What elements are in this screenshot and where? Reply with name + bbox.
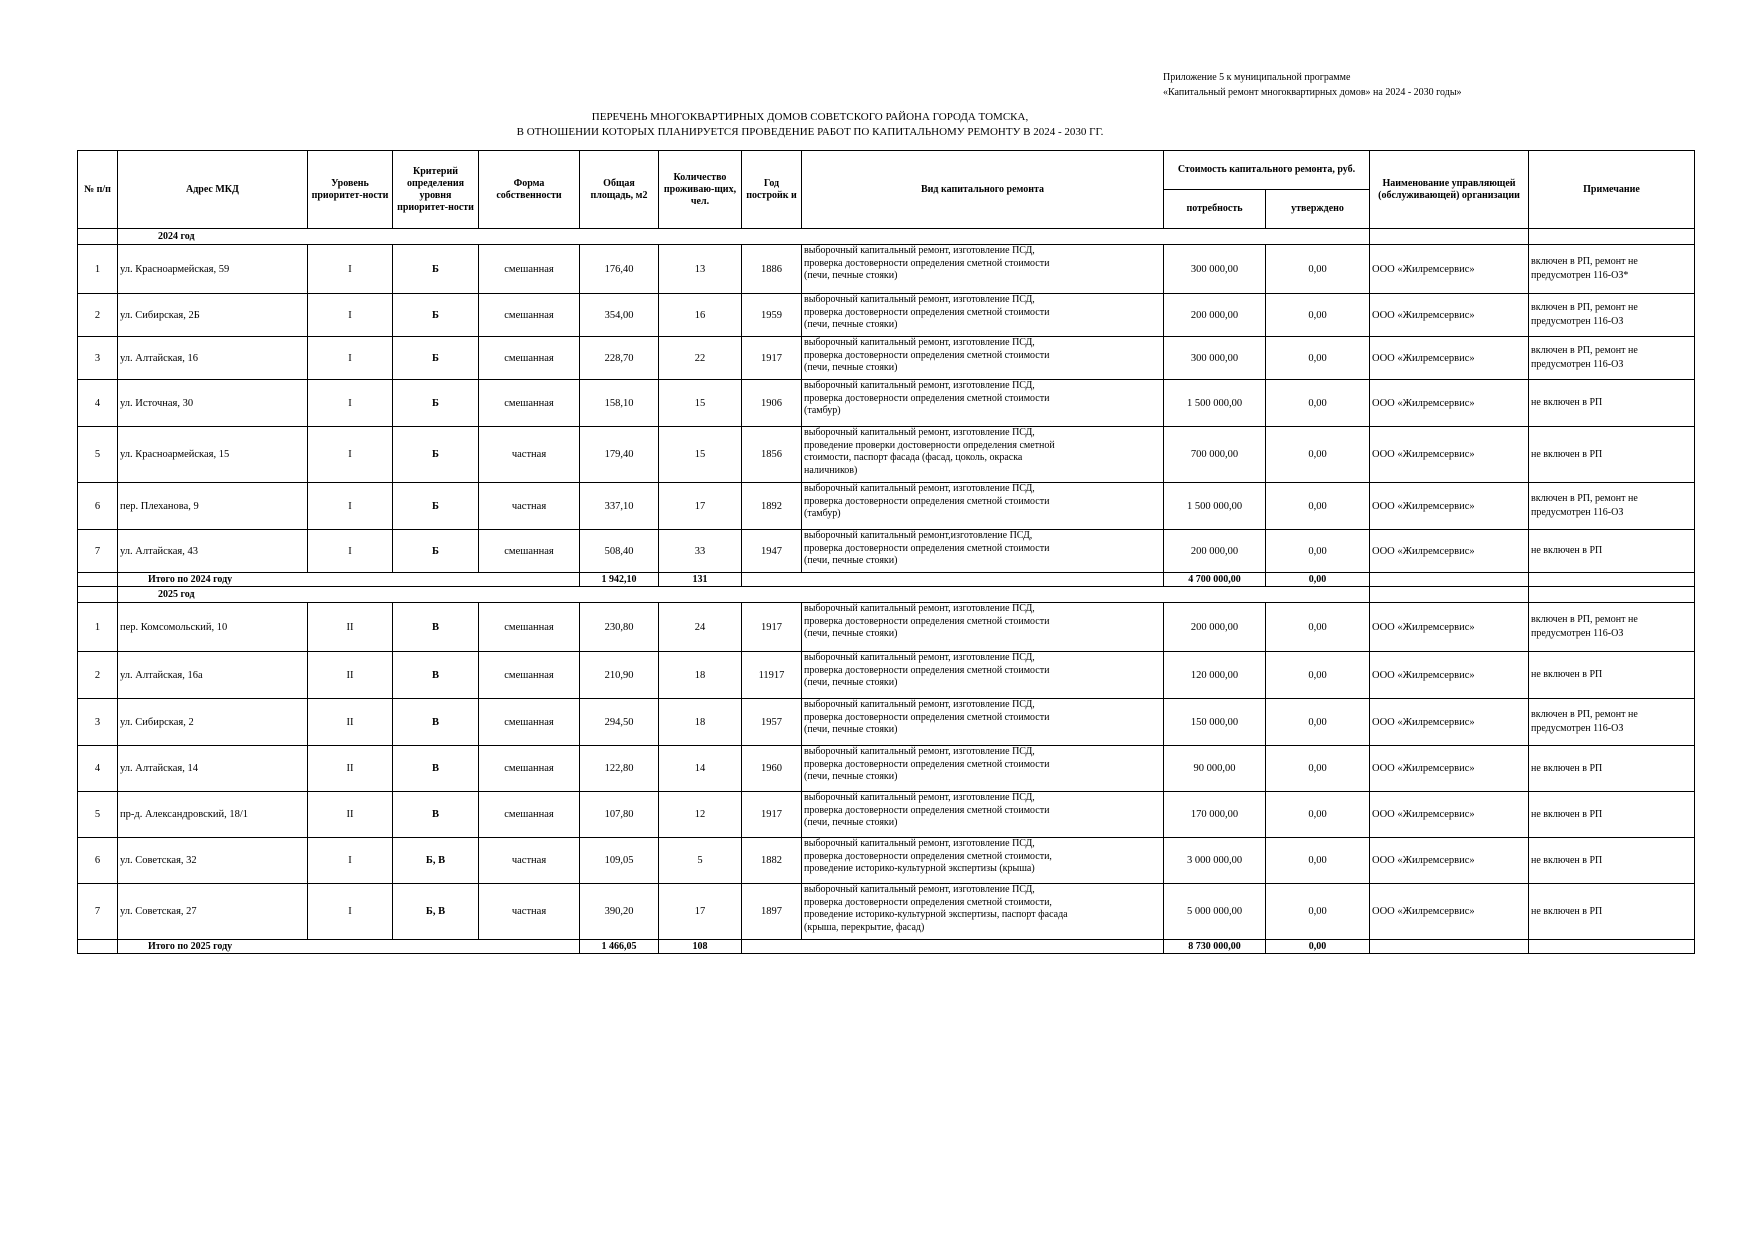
table-row bbox=[78, 380, 1695, 427]
year-section-label: 2025 год bbox=[118, 587, 1370, 603]
row-num-cell: 6 bbox=[78, 838, 118, 884]
address-cell: ул. Сибирская, 2 bbox=[118, 699, 308, 746]
note-cell: не включен в РП bbox=[1529, 380, 1695, 427]
management-org-cell: ООО «Жилремсервис» bbox=[1370, 792, 1529, 838]
ownership-cell: частная bbox=[479, 427, 580, 483]
cost-need-cell: 200 000,00 bbox=[1164, 530, 1266, 573]
note-cell: включен в РП, ремонт не предусмотрен 116-ОЗ bbox=[1529, 699, 1695, 746]
repair-type-cell: выборочный капитальный ремонт, изготовление ПСД, проверка достоверности определения сметной стоимости (печи, печные стояки) bbox=[802, 792, 1164, 838]
header-approved: утверждено bbox=[1266, 190, 1370, 229]
area-cell: 354,00 bbox=[580, 294, 659, 337]
cost-approved-cell: 0,00 bbox=[1266, 337, 1370, 380]
residents-cell: 15 bbox=[659, 380, 742, 427]
table-row bbox=[78, 792, 1695, 838]
criterion-cell: Б bbox=[393, 294, 479, 337]
note-cell: включен в РП, ремонт не предусмотрен 116-ОЗ* bbox=[1529, 245, 1695, 294]
cost-need-cell: 300 000,00 bbox=[1164, 245, 1266, 294]
total-area: 1 466,05 bbox=[580, 940, 659, 954]
management-org-cell: ООО «Жилремсервис» bbox=[1370, 380, 1529, 427]
cost-approved-cell: 0,00 bbox=[1266, 652, 1370, 699]
criterion-cell: Б bbox=[393, 337, 479, 380]
address-cell: ул. Сибирская, 2Б bbox=[118, 294, 308, 337]
total-need: 8 730 000,00 bbox=[1164, 940, 1266, 954]
row-num-cell: 2 bbox=[78, 652, 118, 699]
total-row bbox=[78, 940, 1695, 954]
year-built-cell: 1959 bbox=[742, 294, 802, 337]
management-org-cell: ООО «Жилремсервис» bbox=[1370, 884, 1529, 940]
row-num-cell: 3 bbox=[78, 337, 118, 380]
area-cell: 210,90 bbox=[580, 652, 659, 699]
address-cell: пер. Плеханова, 9 bbox=[118, 483, 308, 530]
total-area: 1 942,10 bbox=[580, 573, 659, 587]
repair-type-cell: выборочный капитальный ремонт, изготовление ПСД, проверка достоверности определения сметной стоимости (тамбур) bbox=[802, 483, 1164, 530]
note-cell: не включен в РП bbox=[1529, 746, 1695, 792]
management-org-cell: ООО «Жилремсервис» bbox=[1370, 294, 1529, 337]
note-cell: не включен в РП bbox=[1529, 884, 1695, 940]
criterion-cell: Б bbox=[393, 245, 479, 294]
total-approved: 0,00 bbox=[1266, 573, 1370, 587]
year-built-cell: 1856 bbox=[742, 427, 802, 483]
header-note: Примечание bbox=[1529, 151, 1695, 229]
table-row bbox=[78, 245, 1695, 294]
year-built-cell: 1960 bbox=[742, 746, 802, 792]
management-org-cell: ООО «Жилремсервис» bbox=[1370, 746, 1529, 792]
total-residents: 131 bbox=[659, 573, 742, 587]
header-num: № п/п bbox=[78, 151, 118, 229]
ownership-cell: смешанная bbox=[479, 746, 580, 792]
row-num-cell: 6 bbox=[78, 483, 118, 530]
year-section-org-cell bbox=[1370, 587, 1529, 603]
criterion-cell: Б, В bbox=[393, 884, 479, 940]
row-num-cell: 7 bbox=[78, 530, 118, 573]
ownership-cell: смешанная bbox=[479, 380, 580, 427]
cost-need-cell: 700 000,00 bbox=[1164, 427, 1266, 483]
residents-cell: 18 bbox=[659, 652, 742, 699]
cost-need-cell: 1 500 000,00 bbox=[1164, 380, 1266, 427]
total-row bbox=[78, 573, 1695, 587]
appendix-line-2: «Капитальный ремонт многоквартирных домов» на 2024 - 2030 годы» bbox=[1163, 87, 1462, 98]
priority-cell: II bbox=[308, 792, 393, 838]
area-cell: 109,05 bbox=[580, 838, 659, 884]
criterion-cell: Б bbox=[393, 380, 479, 427]
total-residents: 108 bbox=[659, 940, 742, 954]
table-row bbox=[78, 483, 1695, 530]
area-cell: 107,80 bbox=[580, 792, 659, 838]
address-cell: ул. Алтайская, 43 bbox=[118, 530, 308, 573]
criterion-cell: Б bbox=[393, 530, 479, 573]
table-row bbox=[78, 884, 1695, 940]
ownership-cell: смешанная bbox=[479, 603, 580, 652]
criterion-cell: Б, В bbox=[393, 838, 479, 884]
cost-approved-cell: 0,00 bbox=[1266, 699, 1370, 746]
cost-approved-cell: 0,00 bbox=[1266, 746, 1370, 792]
total-spacer-cell bbox=[742, 573, 1164, 587]
priority-cell: I bbox=[308, 294, 393, 337]
header-work: Вид капитального ремонта bbox=[802, 151, 1164, 229]
row-num-cell: 1 bbox=[78, 603, 118, 652]
note-cell: не включен в РП bbox=[1529, 530, 1695, 573]
note-cell: включен в РП, ремонт не предусмотрен 116-ОЗ bbox=[1529, 337, 1695, 380]
address-cell: ул. Алтайская, 14 bbox=[118, 746, 308, 792]
criterion-cell: Б bbox=[393, 427, 479, 483]
ownership-cell: частная bbox=[479, 884, 580, 940]
year-built-cell: 11917 bbox=[742, 652, 802, 699]
cost-need-cell: 200 000,00 bbox=[1164, 294, 1266, 337]
criterion-cell: В bbox=[393, 699, 479, 746]
table-body bbox=[78, 229, 1695, 954]
row-num-cell: 2 bbox=[78, 294, 118, 337]
priority-cell: I bbox=[308, 245, 393, 294]
area-cell: 228,70 bbox=[580, 337, 659, 380]
header-year: Год постройк и bbox=[742, 151, 802, 229]
cost-approved-cell: 0,00 bbox=[1266, 483, 1370, 530]
management-org-cell: ООО «Жилремсервис» bbox=[1370, 483, 1529, 530]
cost-approved-cell: 0,00 bbox=[1266, 792, 1370, 838]
total-num-cell bbox=[78, 940, 118, 954]
header-org: Наименование управляющей (обслуживающей) организации bbox=[1370, 151, 1529, 229]
ownership-cell: смешанная bbox=[479, 699, 580, 746]
management-org-cell: ООО «Жилремсервис» bbox=[1370, 603, 1529, 652]
cost-approved-cell: 0,00 bbox=[1266, 838, 1370, 884]
ownership-cell: частная bbox=[479, 838, 580, 884]
cost-approved-cell: 0,00 bbox=[1266, 603, 1370, 652]
repair-type-cell: выборочный капитальный ремонт, изготовление ПСД, проверка достоверности определения сметной стоимости (печи, печные стояки) bbox=[802, 746, 1164, 792]
header-area: Общая площадь, м2 bbox=[580, 151, 659, 229]
total-note-cell bbox=[1529, 573, 1695, 587]
address-cell: пр-д. Александровский, 18/1 bbox=[118, 792, 308, 838]
priority-cell: I bbox=[308, 380, 393, 427]
year-section-row bbox=[78, 587, 1695, 603]
area-cell: 176,40 bbox=[580, 245, 659, 294]
appendix-note bbox=[1163, 70, 1462, 100]
year-section-note-cell bbox=[1529, 229, 1695, 245]
management-org-cell: ООО «Жилремсервис» bbox=[1370, 699, 1529, 746]
title-line-1: ПЕРЕЧЕНЬ МНОГОКВАРТИРНЫХ ДОМОВ СОВЕТСКОГО РАЙОНА ГОРОДА ТОМСКА, bbox=[591, 111, 1029, 123]
repair-type-cell: выборочный капитальный ремонт, изготовление ПСД, проверка достоверности определения сметной стоимости, проведение историко-культурной экспертизы, паспорт фасада (крыша, перекрытие, фасад) bbox=[802, 884, 1164, 940]
header-criterion: Критерий определения уровня приоритет-ности bbox=[393, 151, 479, 229]
address-cell: ул. Источная, 30 bbox=[118, 380, 308, 427]
ownership-cell: смешанная bbox=[479, 530, 580, 573]
ownership-cell: смешанная bbox=[479, 792, 580, 838]
row-num-cell: 5 bbox=[78, 427, 118, 483]
year-built-cell: 1957 bbox=[742, 699, 802, 746]
table-row bbox=[78, 838, 1695, 884]
address-cell: ул. Советская, 27 bbox=[118, 884, 308, 940]
cost-need-cell: 5 000 000,00 bbox=[1164, 884, 1266, 940]
cost-approved-cell: 0,00 bbox=[1266, 530, 1370, 573]
table-row bbox=[78, 652, 1695, 699]
cost-need-cell: 300 000,00 bbox=[1164, 337, 1266, 380]
total-need: 4 700 000,00 bbox=[1164, 573, 1266, 587]
total-label: Итого по 2025 году bbox=[118, 940, 580, 954]
repair-type-cell: выборочный капитальный ремонт, изготовление ПСД, проверка достоверности определения сметной стоимости (печи, печные стояки) bbox=[802, 337, 1164, 380]
priority-cell: I bbox=[308, 884, 393, 940]
year-section-num-cell bbox=[78, 229, 118, 245]
address-cell: пер. Комсомольский, 10 bbox=[118, 603, 308, 652]
row-num-cell: 4 bbox=[78, 746, 118, 792]
residents-cell: 22 bbox=[659, 337, 742, 380]
management-org-cell: ООО «Жилремсервис» bbox=[1370, 838, 1529, 884]
criterion-cell: В bbox=[393, 652, 479, 699]
management-org-cell: ООО «Жилремсервис» bbox=[1370, 530, 1529, 573]
total-label: Итого по 2024 году bbox=[118, 573, 580, 587]
table-row bbox=[78, 427, 1695, 483]
note-cell: не включен в РП bbox=[1529, 838, 1695, 884]
criterion-cell: В bbox=[393, 746, 479, 792]
management-org-cell: ООО «Жилремсервис» bbox=[1370, 427, 1529, 483]
management-org-cell: ООО «Жилремсервис» bbox=[1370, 652, 1529, 699]
cost-need-cell: 1 500 000,00 bbox=[1164, 483, 1266, 530]
area-cell: 337,10 bbox=[580, 483, 659, 530]
management-org-cell: ООО «Жилремсервис» bbox=[1370, 245, 1529, 294]
table-row bbox=[78, 294, 1695, 337]
note-cell: не включен в РП bbox=[1529, 792, 1695, 838]
table-row bbox=[78, 337, 1695, 380]
repair-type-cell: выборочный капитальный ремонт, изготовление ПСД, проверка достоверности определения сметной стоимости (печи, печные стояки) bbox=[802, 652, 1164, 699]
year-section-org-cell bbox=[1370, 229, 1529, 245]
ownership-cell: смешанная bbox=[479, 245, 580, 294]
residents-cell: 33 bbox=[659, 530, 742, 573]
total-approved: 0,00 bbox=[1266, 940, 1370, 954]
note-cell: включен в РП, ремонт не предусмотрен 116-ОЗ bbox=[1529, 483, 1695, 530]
row-num-cell: 1 bbox=[78, 245, 118, 294]
table-row bbox=[78, 603, 1695, 652]
year-built-cell: 1897 bbox=[742, 884, 802, 940]
address-cell: ул. Алтайская, 16а bbox=[118, 652, 308, 699]
cost-need-cell: 150 000,00 bbox=[1164, 699, 1266, 746]
year-built-cell: 1882 bbox=[742, 838, 802, 884]
residents-cell: 15 bbox=[659, 427, 742, 483]
cost-approved-cell: 0,00 bbox=[1266, 245, 1370, 294]
residents-cell: 17 bbox=[659, 884, 742, 940]
note-cell: включен в РП, ремонт не предусмотрен 116-ОЗ bbox=[1529, 294, 1695, 337]
repair-type-cell: выборочный капитальный ремонт, изготовление ПСД, проверка достоверности определения сметной стоимости (печи, печные стояки) bbox=[802, 699, 1164, 746]
appendix-line-1: Приложение 5 к муниципальной программе bbox=[1163, 72, 1351, 83]
year-built-cell: 1917 bbox=[742, 337, 802, 380]
priority-cell: I bbox=[308, 337, 393, 380]
priority-cell: I bbox=[308, 483, 393, 530]
residents-cell: 17 bbox=[659, 483, 742, 530]
ownership-cell: частная bbox=[479, 483, 580, 530]
header-need: потребность bbox=[1164, 190, 1266, 229]
table-row bbox=[78, 746, 1695, 792]
criterion-cell: В bbox=[393, 792, 479, 838]
year-section-row bbox=[78, 229, 1695, 245]
address-cell: ул. Красноармейская, 15 bbox=[118, 427, 308, 483]
area-cell: 158,10 bbox=[580, 380, 659, 427]
row-num-cell: 4 bbox=[78, 380, 118, 427]
header-residents: Количество проживаю-щих, чел. bbox=[659, 151, 742, 229]
area-cell: 390,20 bbox=[580, 884, 659, 940]
row-num-cell: 5 bbox=[78, 792, 118, 838]
cost-approved-cell: 0,00 bbox=[1266, 427, 1370, 483]
header-ownership: Форма собственности bbox=[479, 151, 580, 229]
priority-cell: II bbox=[308, 746, 393, 792]
year-built-cell: 1886 bbox=[742, 245, 802, 294]
header-priority: Уровень приоритет-ности bbox=[308, 151, 393, 229]
total-org-cell bbox=[1370, 940, 1529, 954]
priority-cell: I bbox=[308, 838, 393, 884]
row-num-cell: 3 bbox=[78, 699, 118, 746]
total-org-cell bbox=[1370, 573, 1529, 587]
repair-type-cell: выборочный капитальный ремонт, изготовление ПСД, проверка достоверности определения сметной стоимости (печи, печные стояки) bbox=[802, 294, 1164, 337]
total-note-cell bbox=[1529, 940, 1695, 954]
residents-cell: 12 bbox=[659, 792, 742, 838]
table-row bbox=[78, 530, 1695, 573]
repair-list-table bbox=[77, 150, 1695, 954]
year-built-cell: 1906 bbox=[742, 380, 802, 427]
cost-need-cell: 3 000 000,00 bbox=[1164, 838, 1266, 884]
residents-cell: 14 bbox=[659, 746, 742, 792]
repair-type-cell: выборочный капитальный ремонт, изготовление ПСД, проверка достоверности определения сметной стоимости, проведение историко-культурной экспертизы (крыша) bbox=[802, 838, 1164, 884]
document-title bbox=[400, 110, 1220, 140]
header-address: Адрес МКД bbox=[118, 151, 308, 229]
repair-type-cell: выборочный капитальный ремонт,изготовление ПСД, проверка достоверности определения сметной стоимости (печи, печные стояки) bbox=[802, 530, 1164, 573]
year-built-cell: 1892 bbox=[742, 483, 802, 530]
residents-cell: 18 bbox=[659, 699, 742, 746]
row-num-cell: 7 bbox=[78, 884, 118, 940]
cost-need-cell: 90 000,00 bbox=[1164, 746, 1266, 792]
note-cell: не включен в РП bbox=[1529, 427, 1695, 483]
ownership-cell: смешанная bbox=[479, 294, 580, 337]
year-built-cell: 1917 bbox=[742, 792, 802, 838]
year-section-note-cell bbox=[1529, 587, 1695, 603]
table-row bbox=[78, 699, 1695, 746]
area-cell: 294,50 bbox=[580, 699, 659, 746]
note-cell: не включен в РП bbox=[1529, 652, 1695, 699]
residents-cell: 16 bbox=[659, 294, 742, 337]
management-org-cell: ООО «Жилремсервис» bbox=[1370, 337, 1529, 380]
residents-cell: 13 bbox=[659, 245, 742, 294]
priority-cell: II bbox=[308, 699, 393, 746]
cost-approved-cell: 0,00 bbox=[1266, 380, 1370, 427]
year-built-cell: 1917 bbox=[742, 603, 802, 652]
area-cell: 179,40 bbox=[580, 427, 659, 483]
year-built-cell: 1947 bbox=[742, 530, 802, 573]
total-num-cell bbox=[78, 573, 118, 587]
repair-type-cell: выборочный капитальный ремонт, изготовление ПСД, проверка достоверности определения сметной стоимости (печи, печные стояки) bbox=[802, 603, 1164, 652]
criterion-cell: Б bbox=[393, 483, 479, 530]
priority-cell: II bbox=[308, 652, 393, 699]
address-cell: ул. Советская, 32 bbox=[118, 838, 308, 884]
year-section-label: 2024 год bbox=[118, 229, 1370, 245]
note-cell: включен в РП, ремонт не предусмотрен 116-ОЗ bbox=[1529, 603, 1695, 652]
title-line-2: В ОТНОШЕНИИ КОТОРЫХ ПЛАНИРУЕТСЯ ПРОВЕДЕНИЕ РАБОТ ПО КАПИТАЛЬНОМУ РЕМОНТУ В 2024 - 2030 ГГ. bbox=[516, 126, 1104, 138]
residents-cell: 24 bbox=[659, 603, 742, 652]
address-cell: ул. Алтайская, 16 bbox=[118, 337, 308, 380]
cost-approved-cell: 0,00 bbox=[1266, 294, 1370, 337]
cost-need-cell: 120 000,00 bbox=[1164, 652, 1266, 699]
priority-cell: I bbox=[308, 530, 393, 573]
ownership-cell: смешанная bbox=[479, 652, 580, 699]
residents-cell: 5 bbox=[659, 838, 742, 884]
total-spacer-cell bbox=[742, 940, 1164, 954]
area-cell: 122,80 bbox=[580, 746, 659, 792]
header-cost-group: Стоимость капитального ремонта, руб. bbox=[1164, 151, 1370, 190]
cost-need-cell: 170 000,00 bbox=[1164, 792, 1266, 838]
priority-cell: I bbox=[308, 427, 393, 483]
repair-type-cell: выборочный капитальный ремонт, изготовление ПСД, проверка достоверности определения сметной стоимости (печи, печные стояки) bbox=[802, 245, 1164, 294]
cost-need-cell: 200 000,00 bbox=[1164, 603, 1266, 652]
ownership-cell: смешанная bbox=[479, 337, 580, 380]
header-row-1 bbox=[78, 151, 1695, 190]
area-cell: 508,40 bbox=[580, 530, 659, 573]
area-cell: 230,80 bbox=[580, 603, 659, 652]
address-cell: ул. Красноармейская, 59 bbox=[118, 245, 308, 294]
criterion-cell: В bbox=[393, 603, 479, 652]
year-section-num-cell bbox=[78, 587, 118, 603]
repair-type-cell: выборочный капитальный ремонт, изготовление ПСД, проведение проверки достоверности определения сметной стоимости, паспорт фасада (фасад, цоколь, окраска наличников) bbox=[802, 427, 1164, 483]
cost-approved-cell: 0,00 bbox=[1266, 884, 1370, 940]
priority-cell: II bbox=[308, 603, 393, 652]
repair-type-cell: выборочный капитальный ремонт, изготовление ПСД, проверка достоверности определения сметной стоимости (тамбур) bbox=[802, 380, 1164, 427]
